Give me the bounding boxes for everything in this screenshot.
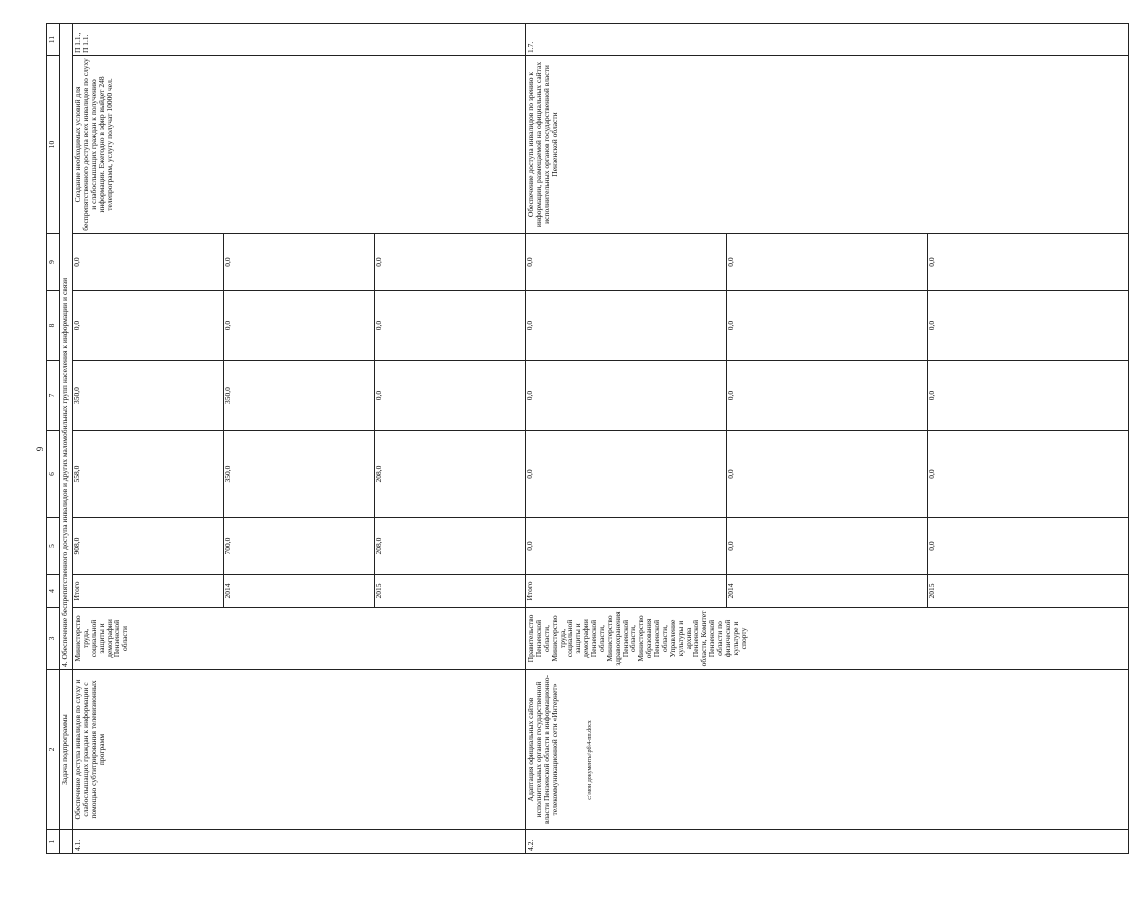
amount-value: 0,0 <box>927 257 936 267</box>
result-cell: Создание необходимых условий для беспрепятственного доступа всех инвалидов по слуху и слабослышащих граждан к получению информации. Ежегодно в эфир выйдет 248 телепрограмм, услугу получат 10000 чел. <box>73 56 526 234</box>
total-cell <box>526 518 1129 575</box>
task-label: Задача подпрограммы <box>60 670 73 830</box>
amount-value: 0,0 <box>526 234 727 290</box>
program-table-container <box>46 24 936 854</box>
header-cell: 2 <box>47 670 60 830</box>
header-cell: 8 <box>47 291 60 361</box>
federal-cell <box>526 361 1129 431</box>
amount-value: 0,0 <box>727 234 928 290</box>
activity-cell: Обеспечение доступа инвалидов по слуху и слабослышащих граждан к информации с помощью субтитрирования телевизионных программ <box>73 670 526 830</box>
amount-value: 0,0 <box>927 469 936 479</box>
header-cell: 1 <box>47 830 60 854</box>
amount-value: 350,0 <box>224 431 375 517</box>
row-number: 4.2. <box>526 830 1129 854</box>
years-cell <box>73 575 526 608</box>
amount-value: 700,0 <box>224 518 375 574</box>
indicator-cell: 1.7. <box>526 24 1129 56</box>
amount-value: 908,0 <box>73 518 224 574</box>
result-cell: Обеспечение доступа инвалидов по зрению к информации, размещаемой на официальных сайтах исполнительных органов государственной власти Пензенской области <box>526 56 1129 234</box>
header-cell: 4 <box>47 575 60 608</box>
amount-value: 0,0 <box>374 320 383 331</box>
year-value: Итого <box>73 575 224 607</box>
task-empty-cell <box>60 830 73 854</box>
indicator-cell: П 1.1., П 1.1. <box>73 24 526 56</box>
year-value: Итого <box>526 575 727 607</box>
header-row <box>47 24 60 854</box>
amount-value: 0,0 <box>224 234 375 290</box>
header-cell: 11 <box>47 24 60 56</box>
amount-value: 0,0 <box>727 361 928 430</box>
amount-value: 208,0 <box>374 465 383 483</box>
amount-value: 0,0 <box>727 291 928 360</box>
task-row <box>60 24 73 854</box>
header-cell: 5 <box>47 518 60 575</box>
years-cell <box>526 575 1129 608</box>
row-number: 4.1. <box>73 830 526 854</box>
regional-cell <box>73 431 526 518</box>
amount-value: 0,0 <box>73 234 224 290</box>
total-cell <box>73 518 526 575</box>
executor-cell: Министерство труда, социальной защиты и демографии Пензенской области <box>73 608 526 670</box>
amount-value: 350,0 <box>73 361 224 430</box>
table-row <box>73 24 526 854</box>
table-row <box>526 24 1129 854</box>
amount-value: 0,0 <box>526 291 727 360</box>
amount-value: 0,0 <box>727 518 928 574</box>
amount-value: 0,0 <box>73 291 224 360</box>
other-cell <box>526 234 1129 291</box>
amount-value: 0,0 <box>526 361 727 430</box>
amount-value: 0,0 <box>526 431 727 517</box>
amount-value: 0,0 <box>727 431 928 517</box>
federal-cell <box>73 361 526 431</box>
other-cell <box>73 234 526 291</box>
year-value: 2014 <box>224 575 375 607</box>
header-cell: 3 <box>47 608 60 670</box>
header-cell: 6 <box>47 431 60 518</box>
amount-value: 0,0 <box>526 518 727 574</box>
header-cell: 9 <box>47 234 60 291</box>
amount-value: 350,0 <box>224 361 375 430</box>
header-cell: 7 <box>47 361 60 431</box>
header-cell: 10 <box>47 56 60 234</box>
regional-cell <box>526 431 1129 518</box>
amount-value: 0,0 <box>927 320 936 331</box>
activity-cell: Адаптация официальных сайтов исполнительных органов государственной власти Пензенской области в информационно-телекоммуникационной сети «Интернет» <box>526 670 1129 830</box>
amount-value: 0,0 <box>374 390 383 401</box>
year-value: 2015 <box>927 583 936 599</box>
year-value: 2014 <box>727 575 928 607</box>
amount-value: 0,0 <box>927 541 936 551</box>
amount-value: 0,0 <box>374 257 383 267</box>
local-cell <box>73 291 526 361</box>
executor-cell: Правительство Пензенской области, Министерство труда, социальной защиты и демографии Пензенской области, Министерство здравоохранения Пензенской области, Министерство образования Пензенской области, Управление культуры и архива Пензенской области, Комитет Пензенской области по физической культуре и спорту <box>526 608 1129 670</box>
local-cell <box>526 291 1129 361</box>
amount-value: 0,0 <box>224 291 375 360</box>
amount-value: 558,0 <box>73 431 224 517</box>
task-text: 4. Обеспечение беспрепятственного доступа инвалидов и других маломобильных групп населения к информации и связи <box>60 24 73 670</box>
amount-value: 0,0 <box>927 390 936 401</box>
year-value: 2015 <box>374 583 383 599</box>
amount-value: 208,0 <box>374 537 383 555</box>
